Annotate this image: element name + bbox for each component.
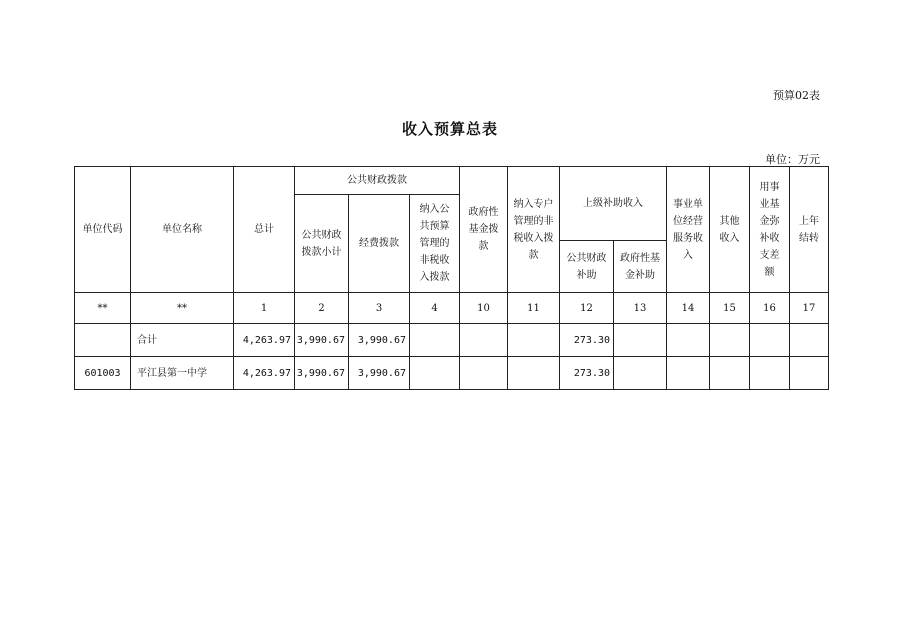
index-cell: 11 [508, 293, 560, 324]
cell-expense-grant: 3,990.67 [349, 324, 410, 357]
table-number: 预算02表 [773, 89, 820, 102]
cell-public-subtotal: 3,990.67 [295, 324, 349, 357]
cell-unit-name: 合计 [131, 324, 234, 357]
budget-table [74, 166, 829, 390]
cell-empty [460, 357, 508, 390]
cell-empty [410, 357, 460, 390]
cell-unit-code: 601003 [75, 357, 131, 390]
header-public-finance: 公共财政拨款 [295, 167, 460, 195]
cell-empty [614, 324, 667, 357]
cell-empty [750, 357, 790, 390]
header-superior-subsidy: 上级补助收入 [560, 167, 667, 241]
header-other-income: 其他 收入 [710, 167, 750, 293]
cell-empty [508, 357, 560, 390]
cell-empty [710, 324, 750, 357]
cell-empty [410, 324, 460, 357]
index-cell: ** [131, 293, 234, 324]
cell-empty [750, 324, 790, 357]
cell-empty [710, 357, 750, 390]
header-expense-grant: 经费拨款 [349, 195, 410, 293]
index-cell: 12 [560, 293, 614, 324]
index-row [75, 293, 829, 324]
header-total: 总计 [234, 167, 295, 293]
cell-empty [790, 324, 829, 357]
header-unit-name: 单位名称 [131, 167, 234, 293]
page-title: 收入预算总表 [401, 120, 498, 138]
cell-empty [790, 357, 829, 390]
table-row-total [75, 324, 829, 357]
cell-empty [460, 324, 508, 357]
cell-empty [614, 357, 667, 390]
cell-empty [667, 324, 710, 357]
header-business-income: 事业单 位经营 服务收 入 [667, 167, 710, 293]
unit-label: 单位：万元 [765, 153, 820, 166]
index-cell: 13 [614, 293, 667, 324]
cell-empty [667, 357, 710, 390]
cell-public-subsidy: 273.30 [560, 357, 614, 390]
index-cell: ** [75, 293, 131, 324]
header-unit-code: 单位代码 [75, 167, 131, 293]
index-cell: 17 [790, 293, 829, 324]
header-non-tax: 纳入公 共预算 管理的 非税收 入拨款 [410, 195, 460, 293]
index-cell: 14 [667, 293, 710, 324]
index-cell: 2 [295, 293, 349, 324]
header-fund-balance: 用事 业基 金弥 补收 支差 额 [750, 167, 790, 293]
index-cell: 10 [460, 293, 508, 324]
header-gov-fund: 政府性 基金拨 款 [460, 167, 508, 293]
index-cell: 16 [750, 293, 790, 324]
index-cell: 1 [234, 293, 295, 324]
header-public-subtotal: 公共财政 拨款小计 [295, 195, 349, 293]
cell-expense-grant: 3,990.67 [349, 357, 410, 390]
cell-unit-name: 平江县第一中学 [131, 357, 234, 390]
header-public-subsidy: 公共财政 补助 [560, 241, 614, 293]
cell-total: 4,263.97 [234, 357, 295, 390]
index-cell: 4 [410, 293, 460, 324]
table-row [75, 357, 829, 390]
header-special-non-tax: 纳入专户 管理的非 税收入拨 款 [508, 167, 560, 293]
header-carryover: 上年 结转 [790, 167, 829, 293]
cell-public-subsidy: 273.30 [560, 324, 614, 357]
cell-empty [508, 324, 560, 357]
index-cell: 15 [710, 293, 750, 324]
cell-unit-code [75, 324, 131, 357]
cell-public-subtotal: 3,990.67 [295, 357, 349, 390]
header-gov-fund-subsidy: 政府性基 金补助 [614, 241, 667, 293]
cell-total: 4,263.97 [234, 324, 295, 357]
index-cell: 3 [349, 293, 410, 324]
